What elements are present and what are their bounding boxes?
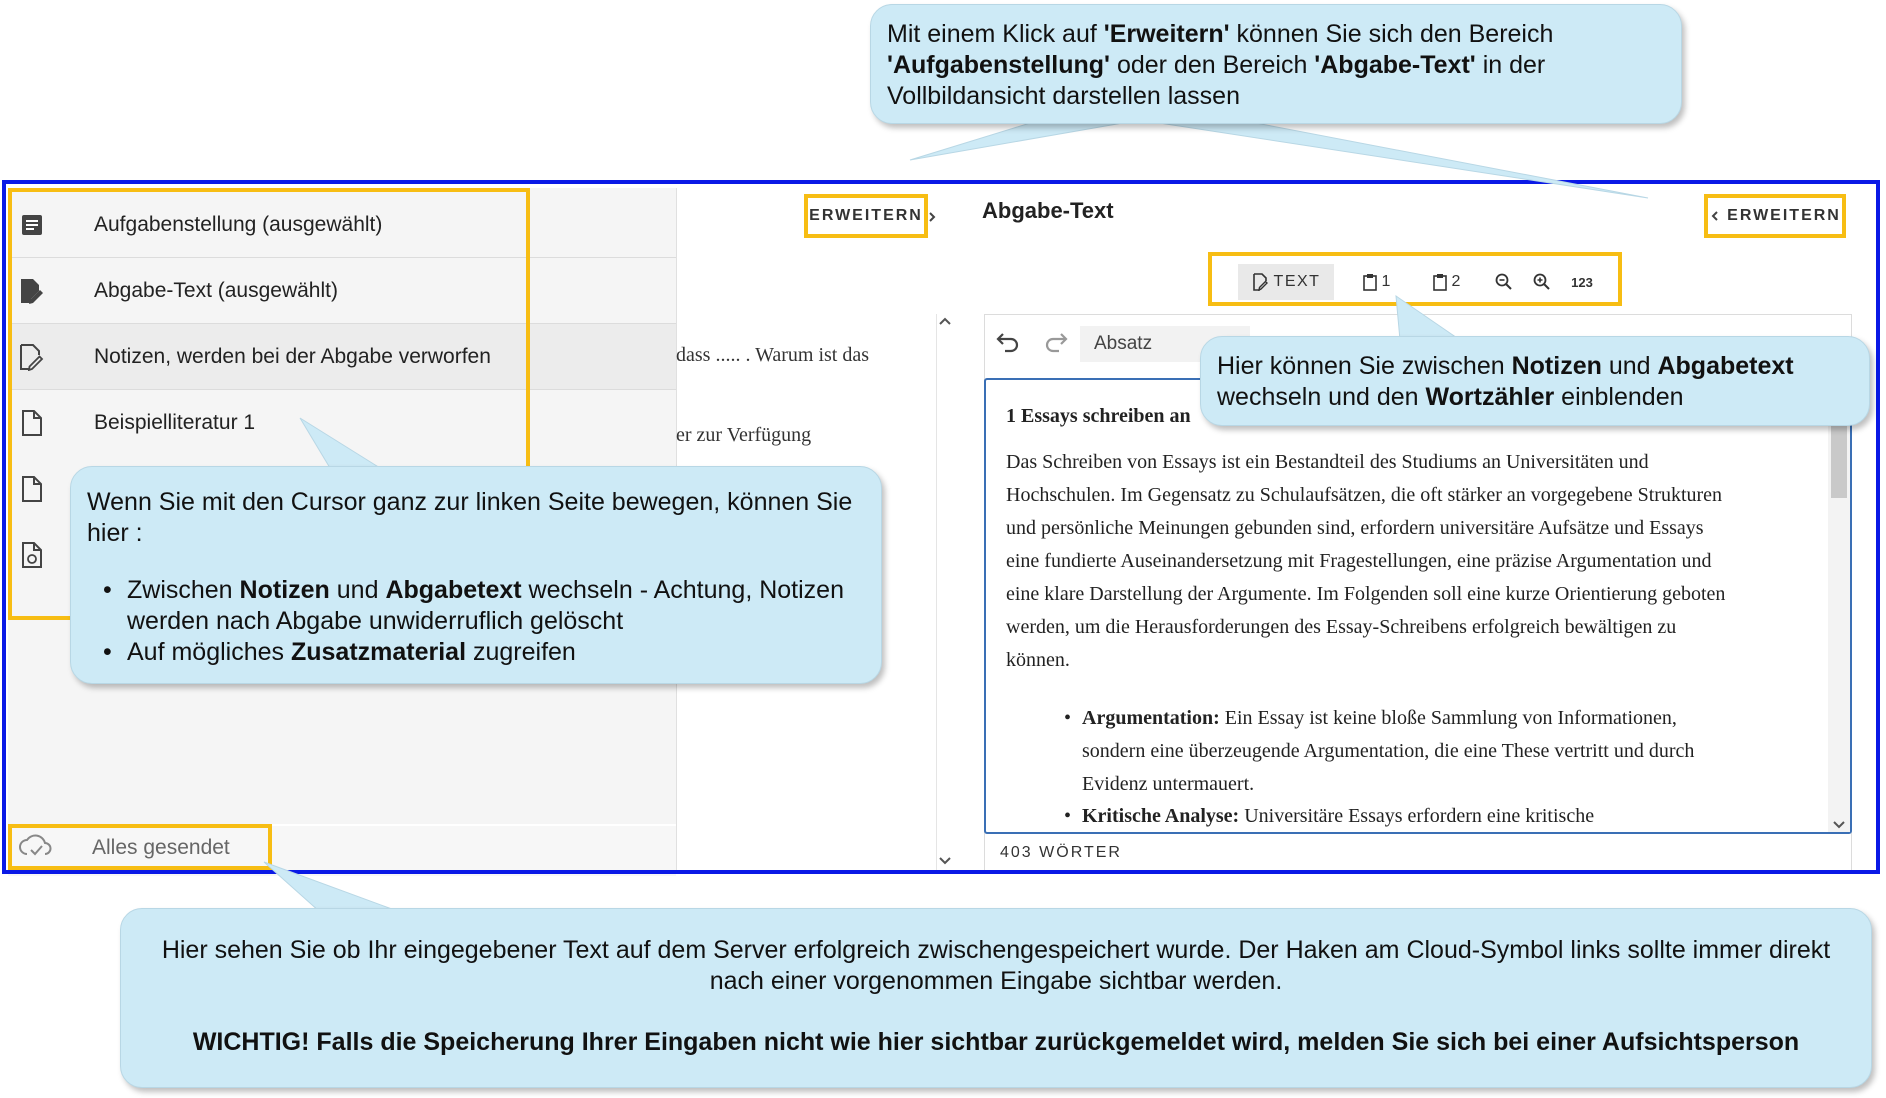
callout-expand-info [870,4,1682,124]
bullet-text: sondern eine überzeugende Argumentation, die eine These vertritt und durch [1082,740,1695,762]
paragraph-line: werden, um die Herausforderungen des Essay-Schreibens erfolgreich bewältigen zu [1006,616,1677,638]
editor-heading: 1 Essays schreiben an [1006,405,1191,427]
callout-intro: Wenn Sie mit den Cursor ganz zur linken Seite bewegen, können Sie hier : [87,488,853,547]
callout-bold: 'Abgabe-Text' [1314,51,1476,79]
bullet-text: Universitäre Essays erfordern eine kritische [1239,805,1595,827]
task-text-line: er zur Verfügung [676,424,812,446]
submission-title: Abgabe-Text [982,198,1114,223]
note1-label: 1 [1381,273,1391,290]
callout-text: Mit einem Klick auf [887,20,1104,48]
callout-text: wechseln - Achtung, Notizen werden nach Abgabe unwiderruflich gelöscht [127,576,844,635]
callout-text: in der Vollbildansicht darstellen lassen [887,51,1546,110]
word-count: 403 WÖRTER [1000,844,1122,861]
callout-text: einblenden [1554,383,1684,411]
bullet-dot: • [1064,707,1072,729]
callout-bold: Notizen [239,576,330,604]
format-select-value: Absatz [1094,333,1153,354]
drawer-item-label: Aufgabenstellung (ausgewählt) [94,212,383,236]
callout-list-item: • Auf mögliches Zusatzmaterial zugreifen [103,638,576,666]
drawer-item-label: Abgabe-Text (ausgewählt) [94,278,338,302]
callout-bold: 'Erweitern' [1103,20,1230,48]
drawer-item-label: Notizen, werden bei der Abgabe verworfen [94,344,491,368]
paragraph-line: eine klare Darstellung der Argumente. Im Folgenden soll eine kurze Orientierung geboten [1006,583,1726,605]
callout-text: wechseln und den [1217,383,1426,411]
drawer-item-label: Beispielliteratur 1 [94,411,256,434]
callout-bold: Abgabetext [385,576,522,604]
paragraph-line: Hochschulen. Im Gegensatz zu Schulaufsätzen, die oft stärker an vorgegebene Strukturen [1006,484,1723,506]
note2-label: 2 [1451,273,1461,290]
callout-bold: Notizen [1511,352,1602,380]
callout-text: zugreifen [466,638,576,666]
paragraph-line: können. [1006,649,1070,671]
callout-bold: 'Aufgabenstellung' [887,51,1110,79]
bullet-text: Ein Essay ist keine bloße Sammlung von Informationen, [1219,707,1677,729]
bullet-term: Argumentation: [1082,707,1220,729]
callout-drawer-info [70,466,882,684]
paragraph-line: und persönliche Meinungen gebunden sind, erfordern universitäre Aufsätze und Essays [1006,517,1704,539]
callout-bold: Wortzähler [1425,383,1555,411]
callout-text: Hier können Sie zwischen [1217,352,1512,380]
callout-list-item: • Zwischen Notizen und Abgabetext wechseln - Achtung, Notizen werden nach Abgabe unwiderruflich gelöscht [103,576,844,635]
paragraph-line: eine fundierte Auseinandersetzung mit Fragestellungen, eine präzise Argumentation und [1006,550,1712,572]
bullet-text: Evidenz untermauert. [1082,773,1255,795]
callout-text: oder den Bereich [1110,51,1315,79]
word-count-toggle-label: 123 [1571,274,1593,290]
callout-text: Zwischen [127,576,240,604]
expand-task-label: ERWEITERN [809,207,923,224]
bullet-dot: • [1064,805,1072,827]
bullet-term: Kritische Analyse: [1082,805,1240,827]
callout-warning: WICHTIG! Falls die Speicherung Ihrer Eingaben nicht wie hier sichtbar zurückgemeldet wird, melden Sie sich bei einer Aufsichtsperson [192,1028,1800,1056]
callout-save-info [120,908,1872,1088]
callout-bold: Zusatzmaterial [290,638,467,666]
callout-text: Auf mögliches [127,638,291,666]
save-status-text: Alles gesendet [92,836,230,859]
task-text-line: dass ..... . Warum ist das [676,344,870,366]
callout-text: und [329,576,386,604]
expand-submission-label: ERWEITERN [1727,207,1841,224]
callout-bold: Abgabetext [1657,352,1794,380]
callout-text: können Sie sich den Bereich [1229,20,1554,48]
text-mode-label: TEXT [1273,273,1321,290]
callout-toolbar-info [1200,336,1870,426]
callout-text: Hier sehen Sie ob Ihr eingegebener Text auf dem Server erfolgreich zwischengespeichert wurde. Der Haken am Cloud-Symbol links sollte immer direkt nach einer vorgenommen Eingabe sichtbar werden. [161,936,1831,995]
callout-text: und [1601,352,1658,380]
paragraph-line: Das Schreiben von Essays ist ein Bestandteil des Studiums an Universitäten und [1006,451,1649,473]
